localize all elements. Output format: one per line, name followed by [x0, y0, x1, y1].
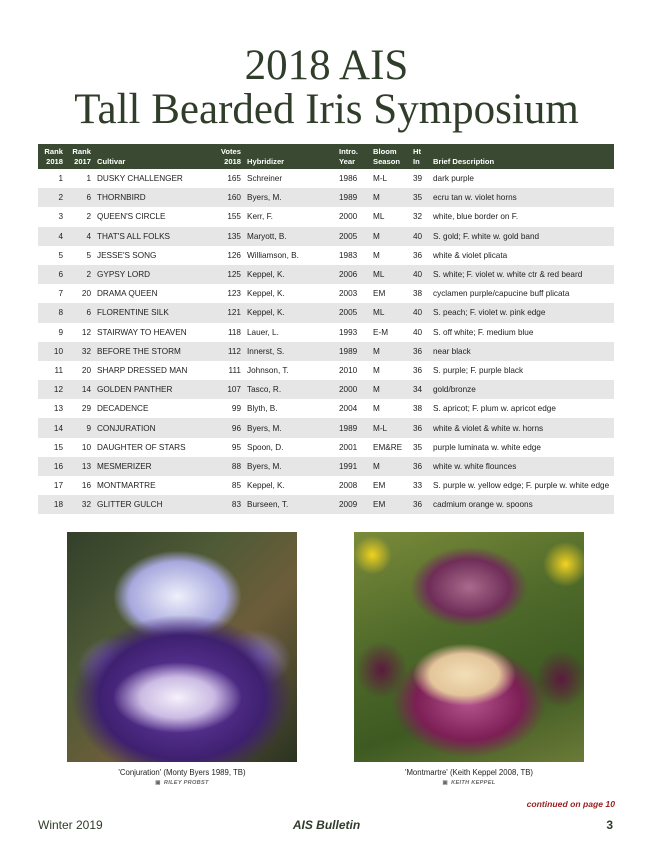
cell-hybridizer: Kerr, F.: [247, 212, 273, 222]
symposium-table: [38, 144, 614, 514]
table-row: [38, 284, 614, 303]
cell-rank-2018: 18: [38, 495, 66, 514]
cell-rank-2017: 4: [66, 227, 94, 246]
cell-rank-2017: 29: [81, 404, 91, 414]
cell-bloom-season: M: [370, 227, 410, 246]
header-rank-2017: Rank 2017: [66, 144, 94, 169]
cell-rank-2017: 10: [81, 442, 91, 452]
cell-votes: 125: [212, 265, 244, 284]
cell-intro-year: 1983: [339, 250, 358, 260]
header-cultivar: Cultivar: [94, 144, 212, 169]
continued-note: continued on page 10: [526, 799, 615, 809]
cell-height: 33: [413, 481, 423, 491]
cell-bloom-season: EM: [370, 495, 410, 514]
cell-rank-2017: 14: [66, 380, 94, 399]
cell-rank-2018: 2: [38, 188, 66, 207]
cell-height: 36: [410, 418, 430, 437]
table-row: [38, 380, 614, 399]
cell-cultivar: QUEEN'S CIRCLE: [97, 212, 166, 222]
cell-intro-year: 2003: [339, 289, 358, 299]
header-description: Brief Description: [430, 144, 614, 169]
conjuration-iris-photo: [67, 532, 297, 762]
cell-votes: 88: [212, 457, 244, 476]
table-row: [38, 361, 614, 380]
cell-rank-2017: 20: [81, 365, 91, 375]
cell-rank-2017: 2: [86, 212, 91, 222]
cell-rank-2017: 6: [66, 188, 94, 207]
table-row: [38, 399, 614, 418]
table-row: [38, 457, 614, 476]
cell-hybridizer: Innerst, S.: [244, 342, 336, 361]
cell-description: S. off white; F. medium blue: [433, 327, 534, 337]
cell-height: 36: [410, 457, 430, 476]
cell-bloom-season: EM&RE: [373, 442, 403, 452]
page-title-line-2: Tall Bearded Iris Symposium: [74, 86, 579, 133]
cell-rank-2018: 17: [53, 481, 63, 491]
table-row: [38, 188, 614, 207]
cell-rank-2018: 5: [58, 250, 63, 260]
header-hybridizer: Hybridizer: [244, 144, 336, 169]
cell-votes: 96: [212, 418, 244, 437]
cell-cultivar: CONJURATION: [94, 418, 212, 437]
cell-hybridizer: Byers, M.: [244, 188, 336, 207]
cell-rank-2017: 13: [66, 457, 94, 476]
cell-rank-2018: 16: [38, 457, 66, 476]
table-row: [38, 227, 614, 246]
cell-description: S. peach; F. violet w. pink edge: [430, 303, 614, 322]
cell-description: cadmium orange w. spoons: [430, 495, 614, 514]
cell-rank-2018: 3: [58, 212, 63, 222]
cell-description: cyclamen purple/capucine buff plicata: [433, 289, 570, 299]
table-row: [38, 303, 614, 322]
cell-hybridizer: Keppel, K.: [247, 289, 285, 299]
cell-hybridizer: Williamson, B.: [247, 250, 299, 260]
cell-rank-2018: 1: [58, 174, 63, 184]
cell-hybridizer: Lauer, L.: [247, 327, 279, 337]
table-row: [38, 495, 614, 514]
cell-bloom-season: M: [370, 342, 410, 361]
cell-hybridizer: Keppel, K.: [244, 265, 336, 284]
cell-rank-2017: 32: [66, 342, 94, 361]
cell-description: white & violet plicata: [433, 250, 508, 260]
cell-intro-year: 2005: [336, 303, 370, 322]
header-year: Intro. Year: [336, 144, 370, 169]
cell-description: gold/bronze: [430, 380, 614, 399]
cell-rank-2018: 7: [58, 289, 63, 299]
cell-rank-2018: 15: [53, 442, 63, 452]
cell-height: 36: [410, 495, 430, 514]
camera-icon: ▣: [155, 780, 161, 786]
cell-rank-2017: 6: [66, 303, 94, 322]
cell-rank-2017: 12: [81, 327, 91, 337]
cell-votes: 118: [227, 327, 241, 337]
cell-intro-year: 1989: [336, 188, 370, 207]
table-row: [38, 246, 614, 265]
cell-height: 35: [410, 188, 430, 207]
cell-description: near black: [430, 342, 614, 361]
cell-votes: 85: [231, 481, 241, 491]
cell-cultivar: STAIRWAY TO HEAVEN: [97, 327, 187, 337]
cell-cultivar: GOLDEN PANTHER: [94, 380, 212, 399]
cell-description: dark purple: [433, 174, 474, 184]
cell-intro-year: 2008: [339, 481, 358, 491]
cell-rank-2018: 12: [38, 380, 66, 399]
montmartre-iris-photo: [354, 532, 584, 762]
cell-hybridizer: Schreiner: [247, 174, 283, 184]
cell-description: white w. white flounces: [430, 457, 614, 476]
cell-cultivar: DAUGHTER OF STARS: [97, 442, 186, 452]
cell-rank-2017: 2: [66, 265, 94, 284]
cell-description: S. purple; F. purple black: [433, 365, 524, 375]
cell-intro-year: 1993: [339, 327, 358, 337]
cell-cultivar: FLORENTINE SILK: [94, 303, 212, 322]
cell-bloom-season: M: [373, 250, 380, 260]
table-body: [38, 169, 614, 514]
cell-height: 39: [413, 174, 423, 184]
cell-cultivar: JESSE'S SONG: [97, 250, 157, 260]
cell-votes: 123: [227, 289, 241, 299]
cell-height: 32: [413, 212, 423, 222]
cell-bloom-season: M-L: [370, 418, 410, 437]
cell-intro-year: 1986: [339, 174, 358, 184]
header-votes: Votes 2018: [212, 144, 244, 169]
cell-rank-2018: 8: [38, 303, 66, 322]
cell-votes: 160: [212, 188, 244, 207]
cell-bloom-season: M-L: [373, 174, 388, 184]
table-row: [38, 342, 614, 361]
montmartre-photo-credit: ▣ KEITH KEPPEL: [442, 780, 496, 786]
cell-hybridizer: Burseen, T.: [244, 495, 336, 514]
cell-cultivar: MONTMARTRE: [97, 481, 156, 491]
cell-rank-2017: 32: [66, 495, 94, 514]
cell-votes: 95: [231, 442, 241, 452]
cell-description: S. white; F. violet w. white ctr & red beard: [430, 265, 614, 284]
cell-cultivar: DRAMA QUEEN: [97, 289, 158, 299]
cell-rank-2018: 11: [54, 365, 63, 375]
cell-description: purple luminata w. white edge: [433, 442, 541, 452]
cell-votes: 165: [227, 174, 241, 184]
cell-bloom-season: M: [370, 380, 410, 399]
cell-hybridizer: Tasco, R.: [244, 380, 336, 399]
page-title-line-1: 2018 AIS: [244, 42, 409, 89]
table-row: [38, 418, 614, 437]
cell-height: 36: [410, 342, 430, 361]
cell-rank-2018: 6: [38, 265, 66, 284]
cell-bloom-season: M: [370, 188, 410, 207]
cell-bloom-season: ML: [373, 212, 385, 222]
conjuration-caption: 'Conjuration' (Monty Byers 1989, TB): [118, 768, 246, 777]
cell-bloom-season: E-M: [373, 327, 389, 337]
cell-rank-2018: 9: [58, 327, 63, 337]
cell-votes: 83: [212, 495, 244, 514]
cell-cultivar: BEFORE THE STORM: [94, 342, 212, 361]
table-header: [38, 144, 614, 169]
cell-cultivar: GYPSY LORD: [94, 265, 212, 284]
cell-rank-2017: 16: [81, 481, 91, 491]
cell-hybridizer: Byers, M.: [244, 418, 336, 437]
cell-cultivar: MESMERIZER: [94, 457, 212, 476]
cell-description: ecru tan w. violet horns: [430, 188, 614, 207]
cell-votes: 155: [227, 212, 241, 222]
cell-intro-year: 2000: [336, 380, 370, 399]
cell-votes: 121: [212, 303, 244, 322]
cell-intro-year: 2005: [336, 227, 370, 246]
cell-bloom-season: M: [373, 365, 380, 375]
cell-height: 35: [413, 442, 423, 452]
cell-cultivar: GLITTER GULCH: [94, 495, 212, 514]
montmartre-caption: 'Montmartre' (Keith Keppel 2008, TB): [404, 768, 534, 777]
cell-intro-year: 2006: [336, 265, 370, 284]
cell-description: S. purple w. yellow edge; F. purple w. white edge: [433, 481, 610, 491]
cell-description: S. apricot; F. plum w. apricot edge: [433, 404, 556, 414]
cell-hybridizer: Maryott, B.: [244, 227, 336, 246]
table-row: [38, 169, 614, 188]
header-height: Ht In: [410, 144, 430, 169]
cell-bloom-season: ML: [370, 265, 410, 284]
cell-rank-2018: 14: [38, 418, 66, 437]
cell-bloom-season: M: [370, 457, 410, 476]
camera-icon: ▣: [442, 780, 449, 786]
cell-height: 38: [413, 404, 423, 414]
cell-bloom-season: EM: [373, 289, 386, 299]
cell-rank-2018: 13: [53, 404, 63, 414]
cell-votes: 111: [228, 365, 241, 375]
conjuration-photo-credit: ▣ RILEY PROBST: [155, 780, 209, 786]
cell-hybridizer: Blyth, B.: [247, 404, 278, 414]
cell-hybridizer: Spoon, D.: [247, 442, 284, 452]
footer-page-number: 3: [606, 818, 613, 832]
header-rank-2018: Rank 2018: [38, 144, 66, 169]
cell-intro-year: 2009: [336, 495, 370, 514]
table-row: [38, 323, 614, 342]
cell-rank-2018: 10: [38, 342, 66, 361]
footer-publication: AIS Bulletin: [292, 818, 361, 832]
cell-cultivar: DECADENCE: [97, 404, 149, 414]
cell-bloom-season: M: [373, 404, 380, 414]
cell-rank-2017: 1: [86, 174, 91, 184]
cell-cultivar: THAT'S ALL FOLKS: [94, 227, 212, 246]
cell-cultivar: SHARP DRESSED MAN: [97, 365, 188, 375]
cell-hybridizer: Johnson, T.: [247, 365, 289, 375]
cell-cultivar: THORNBIRD: [94, 188, 212, 207]
cell-height: 36: [413, 250, 423, 260]
cell-bloom-season: ML: [370, 303, 410, 322]
cell-height: 40: [413, 327, 423, 337]
cell-rank-2017: 9: [66, 418, 94, 437]
table-row: [38, 476, 614, 495]
cell-intro-year: 1989: [336, 342, 370, 361]
cell-height: 40: [410, 227, 430, 246]
cell-votes: 99: [231, 404, 241, 414]
cell-description: S. gold; F. white w. gold band: [430, 227, 614, 246]
cell-height: 34: [410, 380, 430, 399]
cell-rank-2017: 5: [86, 250, 91, 260]
cell-intro-year: 2004: [339, 404, 358, 414]
cell-intro-year: 2000: [339, 212, 358, 222]
cell-intro-year: 1989: [336, 418, 370, 437]
cell-hybridizer: Byers, M.: [244, 457, 336, 476]
cell-bloom-season: EM: [373, 481, 386, 491]
cell-intro-year: 2001: [339, 442, 358, 452]
cell-rank-2018: 4: [38, 227, 66, 246]
cell-description: white, blue border on F.: [433, 212, 519, 222]
cell-intro-year: 1991: [336, 457, 370, 476]
cell-intro-year: 2010: [339, 365, 358, 375]
footer-issue: Winter 2019: [38, 818, 103, 832]
cell-cultivar: DUSKY CHALLENGER: [97, 174, 183, 184]
cell-hybridizer: Keppel, K.: [247, 481, 285, 491]
table-row: [38, 265, 614, 284]
cell-rank-2017: 20: [81, 289, 91, 299]
cell-votes: 126: [227, 250, 241, 260]
cell-votes: 135: [212, 227, 244, 246]
cell-height: 40: [410, 265, 430, 284]
cell-votes: 107: [212, 380, 244, 399]
table-row: [38, 438, 614, 457]
cell-description: white & violet & white w. horns: [430, 418, 614, 437]
table-row: [38, 207, 614, 226]
cell-hybridizer: Keppel, K.: [244, 303, 336, 322]
cell-height: 38: [413, 289, 423, 299]
cell-height: 36: [413, 365, 423, 375]
cell-height: 40: [410, 303, 430, 322]
cell-votes: 112: [212, 342, 244, 361]
header-bloom-season: Bloom Season: [370, 144, 410, 169]
